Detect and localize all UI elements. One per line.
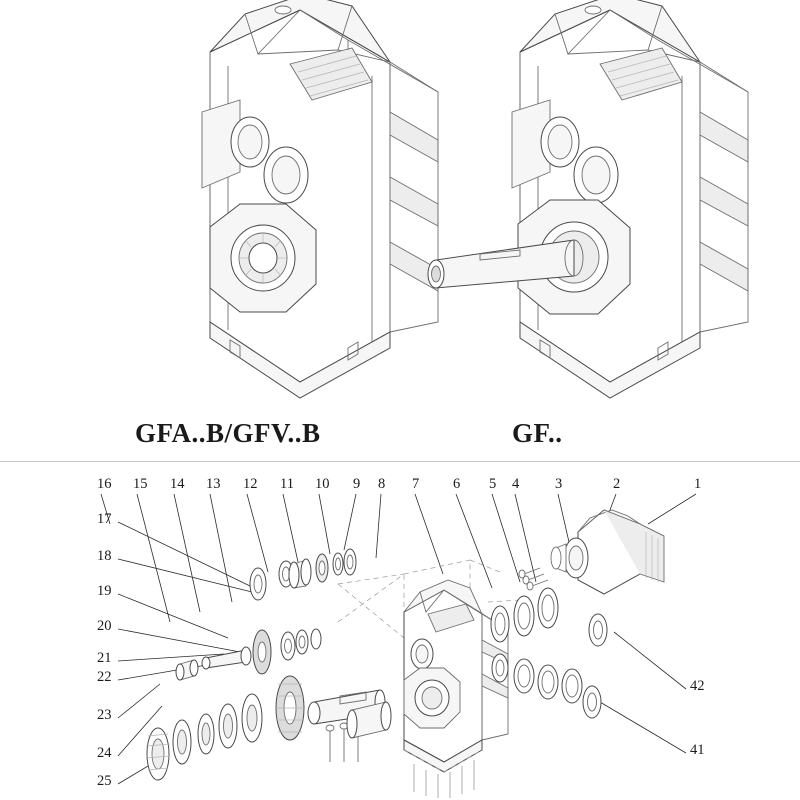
callout-8: 8 xyxy=(378,476,386,492)
exploded-diagram-graphics xyxy=(0,462,800,800)
callout-41: 41 xyxy=(690,742,705,758)
callout-13: 13 xyxy=(206,476,221,492)
callout-12: 12 xyxy=(243,476,258,492)
gearbox-view-gf xyxy=(400,0,800,412)
exploded-parts-view xyxy=(0,462,800,800)
callout-22: 22 xyxy=(97,669,112,685)
callout-14: 14 xyxy=(170,476,185,492)
callout-1: 1 xyxy=(694,476,702,492)
callout-16: 16 xyxy=(97,476,112,492)
callout-6: 6 xyxy=(453,476,461,492)
callout-17: 17 xyxy=(97,511,112,527)
callout-18: 18 xyxy=(97,548,112,564)
callout-2: 2 xyxy=(613,476,621,492)
callout-5: 5 xyxy=(489,476,497,492)
callout-7: 7 xyxy=(412,476,420,492)
callout-3: 3 xyxy=(555,476,563,492)
callout-4: 4 xyxy=(512,476,520,492)
callout-15: 15 xyxy=(133,476,148,492)
callout-23: 23 xyxy=(97,707,112,723)
callout-42: 42 xyxy=(690,678,705,694)
caption-gfa-gfv: GFA..B/GFV..B xyxy=(135,418,321,448)
callout-25: 25 xyxy=(97,773,112,789)
callout-19: 19 xyxy=(97,583,112,599)
callout-21: 21 xyxy=(97,650,112,666)
callout-10: 10 xyxy=(315,476,330,492)
callout-11: 11 xyxy=(280,476,294,492)
callout-20: 20 xyxy=(97,618,112,634)
callout-24: 24 xyxy=(97,745,112,761)
callout-9: 9 xyxy=(353,476,361,492)
caption-gf: GF.. xyxy=(512,418,563,448)
